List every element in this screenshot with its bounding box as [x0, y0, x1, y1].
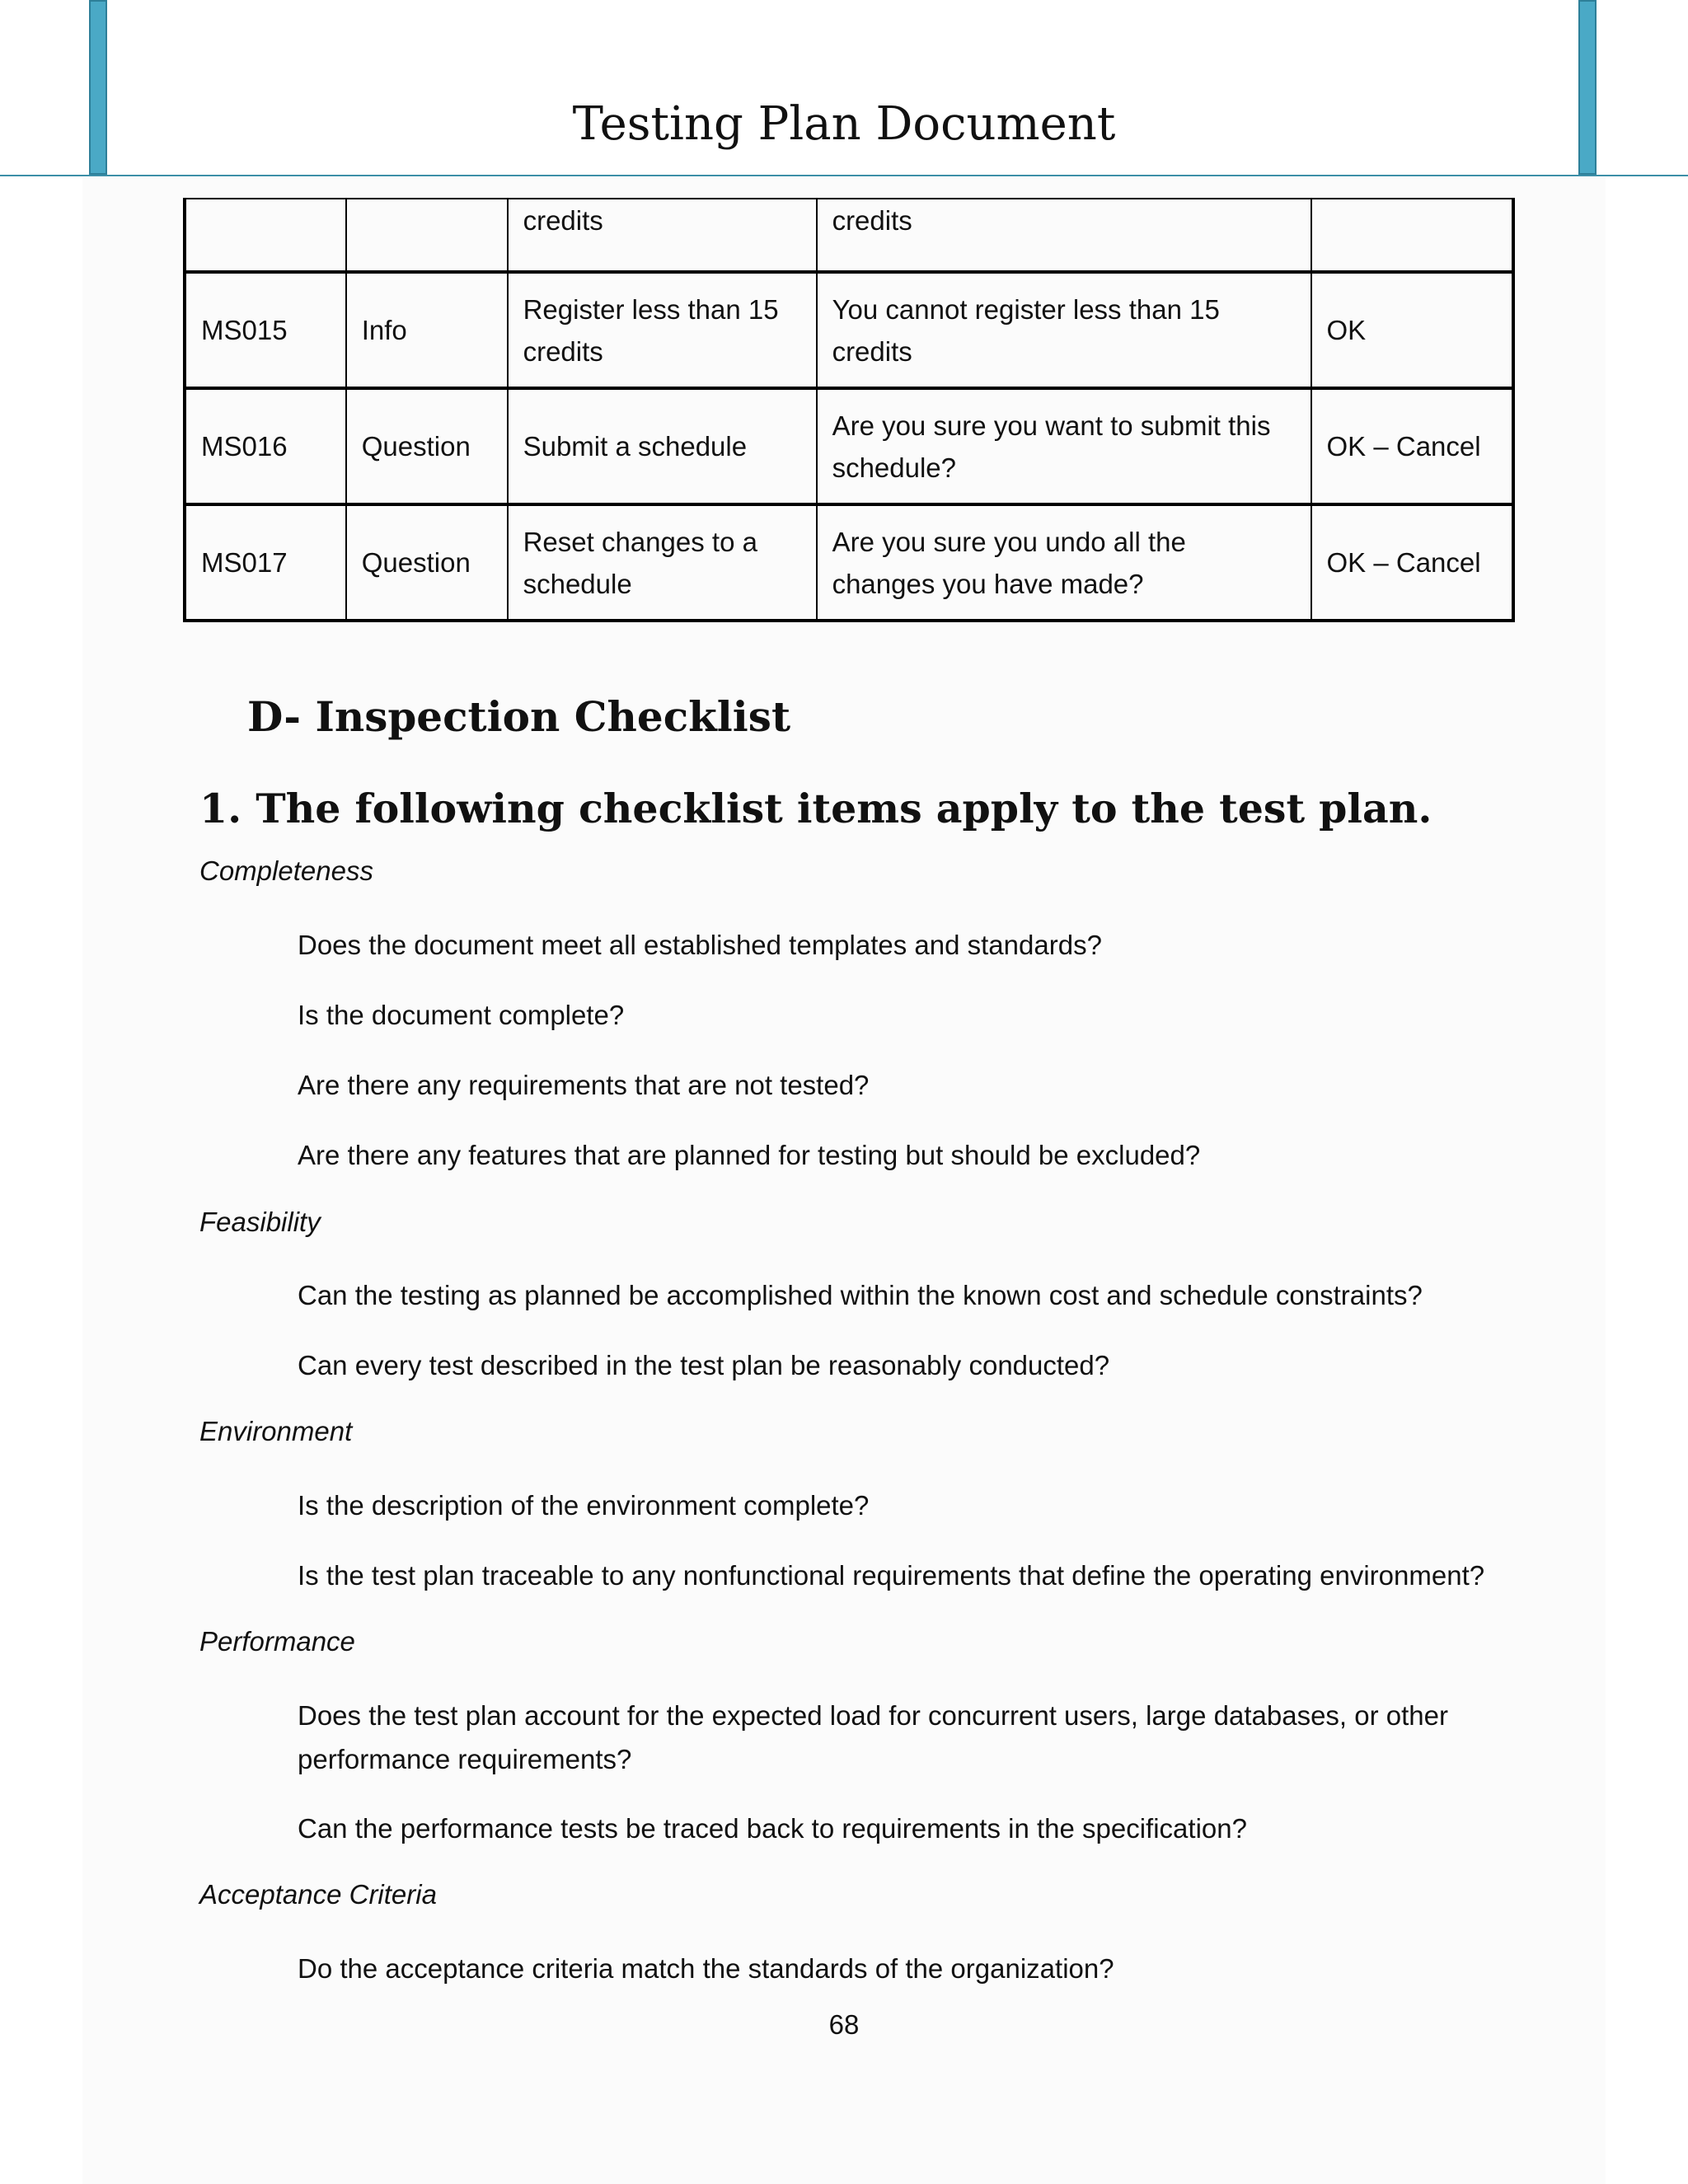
checklist-item: Does the test plan account for the expected load for concurrent users, large databases, or other performance requirements?	[298, 1700, 1448, 1774]
message-type-cell: Info	[346, 272, 508, 388]
checklist-item: Is the description of the environment complete?	[298, 1490, 870, 1521]
message-type-cell: Question	[346, 388, 508, 504]
message-type-cell: Question	[346, 504, 508, 621]
message-text-cell: Are you sure you undo all the changes you have made?	[817, 504, 1311, 621]
buttons-cell: OK	[1311, 272, 1514, 388]
checklist-item: Does the document meet all established templates and standards?	[298, 930, 1102, 960]
message-id-cell: MS015	[185, 272, 346, 388]
checklist-item: Is the test plan traceable to any nonfunctional requirements that define the operating environment?	[298, 1560, 1485, 1591]
table-cell	[185, 199, 346, 272]
checklist-item: Is the document complete?	[298, 1000, 625, 1030]
section-subheading: 1. The following checklist items apply to the test plan.	[199, 785, 1432, 832]
checklist-item: Are there any requirements that are not tested?	[298, 1070, 870, 1100]
table-cell	[1311, 199, 1514, 272]
category-performance: Performance	[199, 1626, 355, 1657]
message-id-cell: MS017	[185, 504, 346, 621]
header-rule	[0, 175, 1688, 176]
table-cell: credits	[508, 199, 817, 272]
table-cell	[346, 199, 508, 272]
message-text-cell: Are you sure you want to submit this schedule?	[817, 388, 1311, 504]
document-title: Testing Plan Document	[572, 97, 1116, 151]
buttons-cell: OK – Cancel	[1311, 388, 1514, 504]
category-feasibility: Feasibility	[199, 1207, 321, 1237]
table-row	[185, 504, 1513, 621]
category-environment: Environment	[199, 1416, 353, 1446]
checklist-item: Are there any features that are planned for testing but should be excluded?	[298, 1140, 1201, 1170]
category-completeness: Completeness	[199, 855, 373, 886]
category-acceptance-criteria: Acceptance Criteria	[199, 1879, 437, 1910]
table-row	[185, 272, 1513, 388]
table-row	[185, 388, 1513, 504]
message-table	[183, 198, 1515, 622]
message-id-cell: MS016	[185, 388, 346, 504]
message-text-cell: You cannot register less than 15 credits	[817, 272, 1311, 388]
page-number: 68	[828, 2009, 860, 2040]
table-row	[185, 199, 1513, 272]
checklist-item: Can the testing as planned be accomplished within the known cost and schedule constraints?	[298, 1280, 1423, 1310]
trigger-cell: Reset changes to a schedule	[508, 504, 817, 621]
trigger-cell: Submit a schedule	[508, 388, 817, 504]
buttons-cell: OK – Cancel	[1311, 504, 1514, 621]
section-heading: D- Inspection Checklist	[247, 692, 791, 741]
table-cell: credits	[817, 199, 1311, 272]
checklist-item: Can every test described in the test plan be reasonably conducted?	[298, 1350, 1110, 1380]
checklist-item: Do the acceptance criteria match the standards of the organization?	[298, 1953, 1114, 1984]
checklist-item: Can the performance tests be traced back to requirements in the specification?	[298, 1813, 1247, 1844]
trigger-cell: Register less than 15 credits	[508, 272, 817, 388]
